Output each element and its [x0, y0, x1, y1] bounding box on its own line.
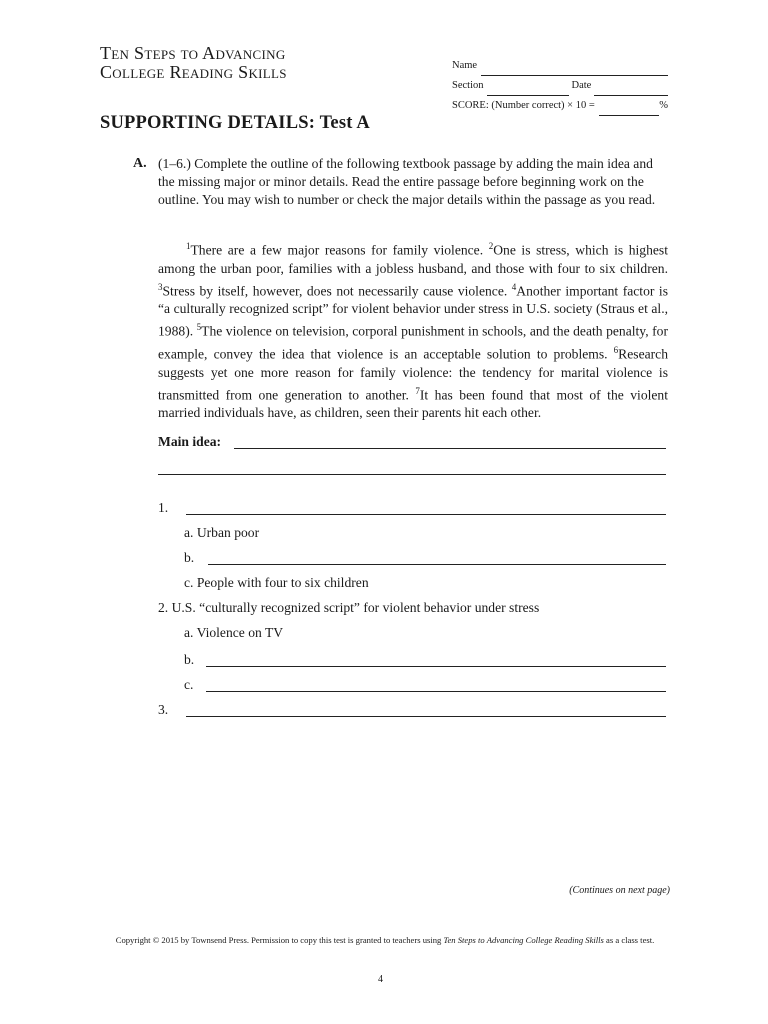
outline-item-1a: a. Urban poor: [184, 525, 260, 540]
name-label: Name: [452, 60, 478, 71]
continues-note: (Continues on next page): [569, 885, 670, 896]
sentence-number: 3: [158, 281, 163, 292]
sentence-number: 4: [511, 281, 517, 292]
student-info-block: [452, 56, 668, 116]
percent-sign: %: [659, 100, 668, 111]
outline-item-2a: a. Violence on TV: [184, 625, 284, 640]
page-number: 4: [378, 974, 383, 985]
section-field[interactable]: [487, 82, 569, 96]
score-label: SCORE: (Number correct) × 10 =: [452, 100, 595, 111]
outline-item-2b-answer-line[interactable]: [206, 666, 666, 667]
name-field[interactable]: [481, 62, 668, 76]
outline-item-1b-answer-line[interactable]: [208, 564, 666, 565]
outline-item-3-answer-line[interactable]: [186, 716, 666, 717]
sentence-number: 1: [186, 241, 191, 251]
sentence-text: Stress by itself, however, does not necessarily cause violence.: [162, 283, 512, 299]
date-label: Date: [571, 80, 592, 91]
outline-item-1b-label: b.: [184, 550, 195, 565]
sentence-text: Another important factor is “a culturally recognized script” for violent behavior under stress in U.S. society (Straus et al., 1988).: [158, 283, 668, 339]
outline-item-2: 2. U.S. “culturally recognized script” for violent behavior under stress: [158, 600, 540, 615]
outline-item-1-answer-line[interactable]: [186, 514, 666, 515]
section-letter: A.: [133, 156, 147, 171]
outline-item-1-number: 1.: [158, 500, 169, 515]
score-field[interactable]: [599, 102, 659, 116]
sentence-text: It has been found that most of the violent married individuals have, as children, seen their parents hit each other.: [158, 387, 668, 421]
copyright-book-title: Ten Steps to Advancing College Reading Skills: [443, 935, 604, 945]
book-title-line1: Ten Steps to Advancing: [100, 43, 286, 63]
name-row: [452, 56, 668, 76]
copyright-notice: [100, 935, 670, 946]
copyright-text-pre: Copyright © 2015 by Townsend Press. Permission to copy this test is granted to teachers using: [115, 935, 444, 945]
outline-item-2c-label: c.: [184, 677, 194, 692]
main-idea-answer-line-1[interactable]: [234, 448, 666, 449]
section-label: Section: [452, 80, 484, 91]
sentence-text: Research suggests yet one more reason for family violence: the tendency for marital violence is transmitted from one generation to another.: [158, 346, 668, 403]
main-idea-label: Main idea:: [158, 434, 222, 449]
sentence-text: There are a few major reasons for family violence.: [190, 242, 489, 258]
book-title: [100, 44, 287, 82]
book-title-line2: College Reading Skills: [100, 62, 287, 82]
textbook-passage: [158, 237, 668, 423]
outline-item-3-number: 3.: [158, 702, 169, 717]
outline-item-2b-label: b.: [184, 652, 195, 667]
date-field[interactable]: [594, 82, 668, 96]
test-title: SUPPORTING DETAILS: Test A: [100, 113, 370, 133]
sentence-number: 6: [613, 345, 619, 356]
outline-item-1c: c. People with four to six children: [184, 575, 369, 590]
sentence-text: One is stress, which is highest among the urban poor, families with a jobless husband, and those with four to six children.: [158, 242, 668, 276]
section-instructions: (1–6.) Complete the outline of the following textbook passage by adding the main idea and the missing major or minor details. Read the entire passage before beginning work on the outline. You may wish to number or check the major details within the passage as you read.: [158, 156, 656, 207]
sentence-text: The violence on television, corporal punishment in schools, and the death penalty, for example, convey the idea that violence is an acceptable solution to problems.: [158, 323, 668, 362]
outline-item-2c-answer-line[interactable]: [206, 691, 666, 692]
main-idea-answer-line-2[interactable]: [158, 474, 666, 475]
copyright-text-post: as a class test.: [603, 935, 655, 945]
section-date-row: [452, 76, 668, 96]
score-row: [452, 96, 668, 116]
sentence-number: 7: [415, 385, 420, 396]
sentence-number: 5: [196, 322, 202, 333]
sentence-number: 2: [488, 241, 494, 251]
